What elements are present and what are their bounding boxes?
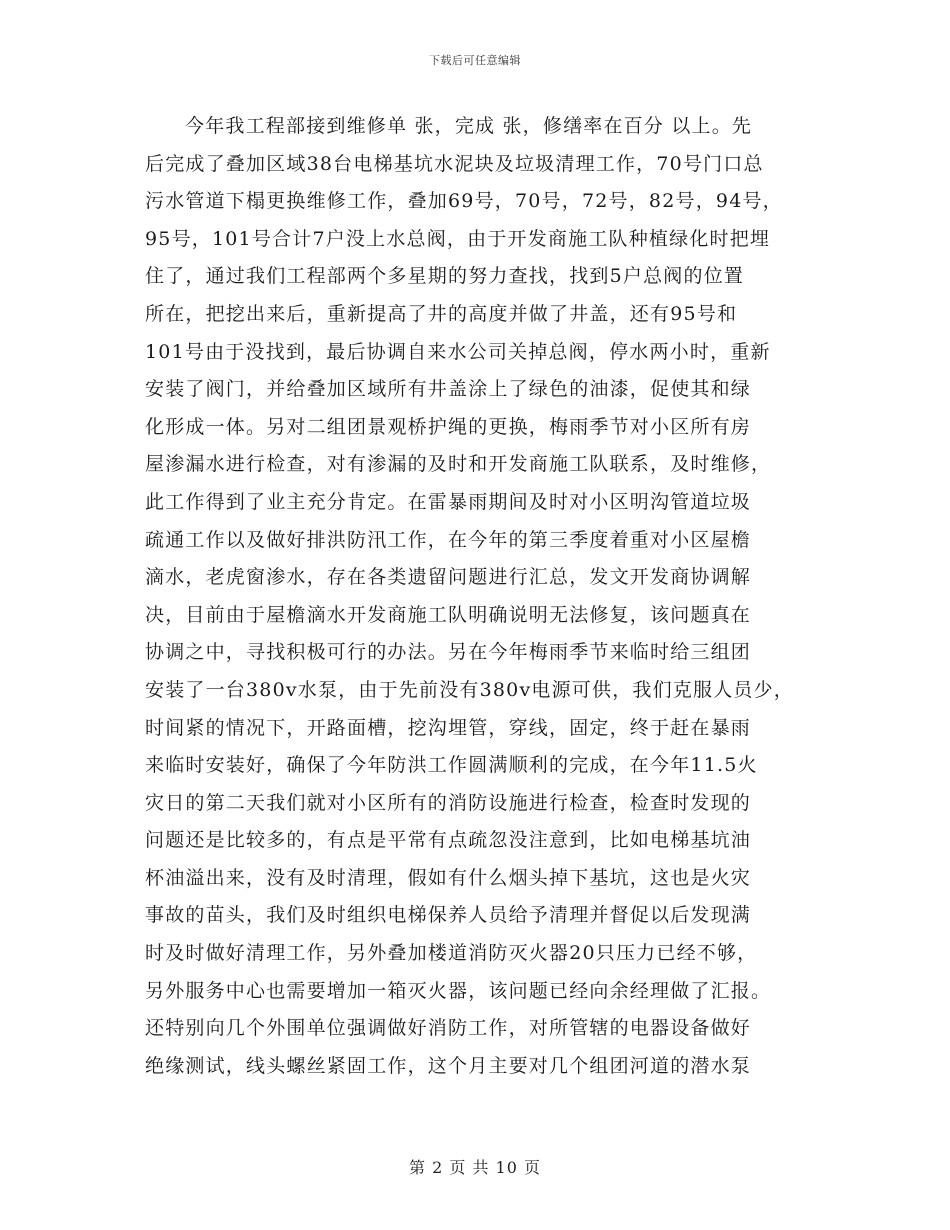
text-line: 决，目前由于屋檐滴水开发商施工队明确说明无法修复，该问题真在 — [145, 603, 752, 626]
text-line: 安装了一台380v水泵，由于先前没有380v电源可供，我们克服人员少， — [145, 678, 794, 701]
text-line: 化形成一体。另对二组团景观桥护绳的更换，梅雨季节对小区所有房 — [145, 415, 752, 438]
text-line: 后完成了叠加区域38台电梯基坑水泥块及垃圾清理工作，70号门口总 — [145, 152, 764, 175]
text-line: 绝缘测试，线头螺丝紧固工作，这个月主要对几个组团河道的潜水泵 — [145, 1054, 752, 1077]
text-line: 今年我工程部接到维修单 张，完成 张，修缮率在百分 以上。先 — [185, 115, 753, 137]
text-line: 灾日的第二天我们就对小区所有的消防设施进行检查，检查时发现的 — [145, 791, 752, 814]
text-line: 事故的苗头，我们及时组织电梯保养人员给予清理并督促以后发现满 — [145, 904, 752, 927]
text-line: 101号由于没找到，最后协调自来水公司关掉总阀，停水两小时，重新 — [145, 340, 771, 363]
body-paragraph — [145, 108, 825, 1085]
text-line: 屋渗漏水进行检查，对有渗漏的及时和开发商施工队联系，及时维修， — [145, 453, 772, 476]
text-line: 所在，把挖出来后，重新提高了井的高度并做了井盖，还有95号和 — [145, 302, 738, 325]
text-line: 疏通工作以及做好排洪防汛工作，在今年的第三季度着重对小区屋檐 — [145, 528, 752, 551]
text-line: 协调之中，寻找积极可行的办法。另在今年梅雨季节来临时给三组团 — [145, 641, 752, 664]
page-number-footer: 第 2 页 共 10 页 — [409, 1158, 541, 1177]
text-line: 滴水，老虎窗渗水，存在各类遗留问题进行汇总，发文开发商协调解 — [145, 566, 752, 589]
text-line: 住了，通过我们工程部两个多星期的努力查找，找到5户总阀的位置 — [145, 265, 745, 288]
page-header: 下载后可任意编辑 — [429, 54, 521, 67]
text-line: 95号，101号合计7户没上水总阀，由于开发商施工队种植绿化时把埋 — [145, 227, 771, 250]
text-line: 安装了阀门，并给叠加区域所有井盖涂上了绿色的油漆，促使其和绿 — [145, 378, 752, 401]
text-line: 问题还是比较多的，有点是平常有点疏忽没注意到，比如电梯基坑油 — [145, 829, 752, 852]
text-line: 杯油溢出来，没有及时清理，假如有什么烟头掉下基坑，这也是火灾 — [145, 866, 752, 889]
text-line: 还特别向几个外围单位强调做好消防工作，对所管辖的电器设备做好 — [145, 1017, 752, 1040]
text-line: 时间紧的情况下，开路面槽，挖沟埋管，穿线，固定，终于赶在暴雨 — [145, 716, 752, 739]
text-line: 此工作得到了业主充分肯定。在雷暴雨期间及时对小区明沟管道垃圾 — [145, 490, 752, 513]
text-line: 另外服务中心也需要增加一箱灭火器，该问题已经向余经理做了汇报。 — [145, 979, 772, 1002]
text-line: 污水管道下榻更换维修工作，叠加69号，70号，72号，82号，94号， — [145, 190, 783, 213]
text-line: 时及时做好清理工作，另外叠加楼道消防灭火器20只压力已经不够， — [145, 942, 758, 965]
text-line: 来临时安装好，确保了今年防洪工作圆满顺利的完成，在今年11.5火 — [145, 754, 758, 777]
